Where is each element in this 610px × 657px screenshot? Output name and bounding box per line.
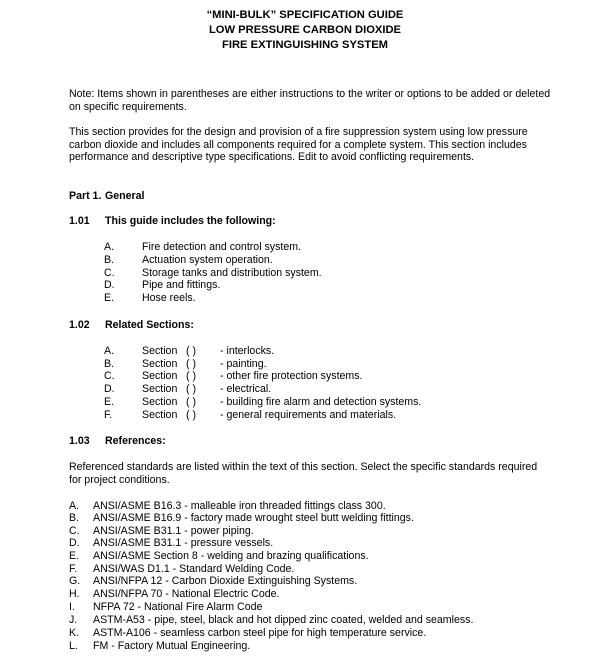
part-title: General: [105, 190, 145, 202]
title-line-3: FIRE EXTINGUISHING SYSTEM: [222, 39, 388, 51]
document-page: “MINI-BULK” SPECIFICATION GUIDE LOW PRESSURE CARBON DIOXIDE FIRE EXTINGUISHING SYSTEM Note: Items shown in parentheses are either instructions to the writer or options to be added or deleted on specific requirements. This section provides for the design and provision of a fire suppression system using low pressure carbon dioxide and includes all components required for a complete system. This section includes performance and descriptive type specifications. Edit to avoid conflicting requirements. Part 1. General 1.01 This guide includes the following: A. Fire detection and control system. B. Actuation system operation. C. Storage tanks and distribution system. D. Pipe and fittings. E. Hose reels. 1.02 Related Sections: A. Section ( ) - interlocks. B. Section ( ) - painting. C. Section ( ) - other fire protection systems. D. Section ( ) - electrical. E. Section ( ) - building fire alarm and detection systems. F. Section ( ) - general requirements and materials. 1.03 References: Referenced standards are listed within the text of this section. Select the specific standards required for project conditions. A. ANSI/ASME B16.3 - malleable iron threaded fittings class 300. B. ANSI/ASME B16.9 - factory made wrought steel butt welding fittings. C. ANSI/ASME B31.1 - power piping. D. ANSI/ASME B31.1 - pressure vessels. E. ANSI/ASME Section 8 - welding and brazing qualifications. F. ANSI/WAS D1.1 - Standard Welding Code. G. ANSI/NFPA 12 - Carbon Dioxide Extinguishing Systems. H. ANSI/NFPA 70 - National Electric Code. I. NFPA 72 - National Fire Alarm Code J. ASTM-A53 - pipe, steel, black and hot dipped zinc coated, welded and seamless. K. ASTM-A106 - seamless carbon steel pipe for high temperature service. L. FM - Factory Mutual Engineering.: [0, 0, 610, 657]
title-line-1: “MINI-BULK” SPECIFICATION GUIDE: [206, 9, 404, 21]
section-title: Related Sections:: [105, 319, 194, 331]
section-title: References:: [105, 435, 166, 447]
note-paragraph: Note: Items shown in parentheses are either instructions to the writer or options to be added or deleted on specific requirements.: [69, 88, 551, 113]
title-line-2: LOW PRESSURE CARBON DIOXIDE: [208, 24, 402, 36]
section-number: 1.03: [69, 435, 90, 447]
section-1-01-heading: [69, 215, 276, 228]
references-intro: Referenced standards are listed within the text of this section. Select the specific standards required for project conditions.: [69, 461, 538, 486]
part-number: Part 1.: [69, 190, 102, 202]
section-1-02-heading: [69, 319, 194, 332]
part-heading: [69, 190, 144, 203]
section-number: 1.02: [69, 319, 90, 331]
section-1-03-heading: [69, 435, 166, 448]
section-title: This guide includes the following:: [105, 215, 276, 227]
section-number: 1.01: [69, 215, 90, 227]
intro-paragraph: This section provides for the design and provision of a fire suppression system using low pressure carbon dioxide and includes all components required for a complete system. This section includes performance and descriptive type specifications. Edit to avoid conflicting requirements.: [69, 126, 528, 164]
